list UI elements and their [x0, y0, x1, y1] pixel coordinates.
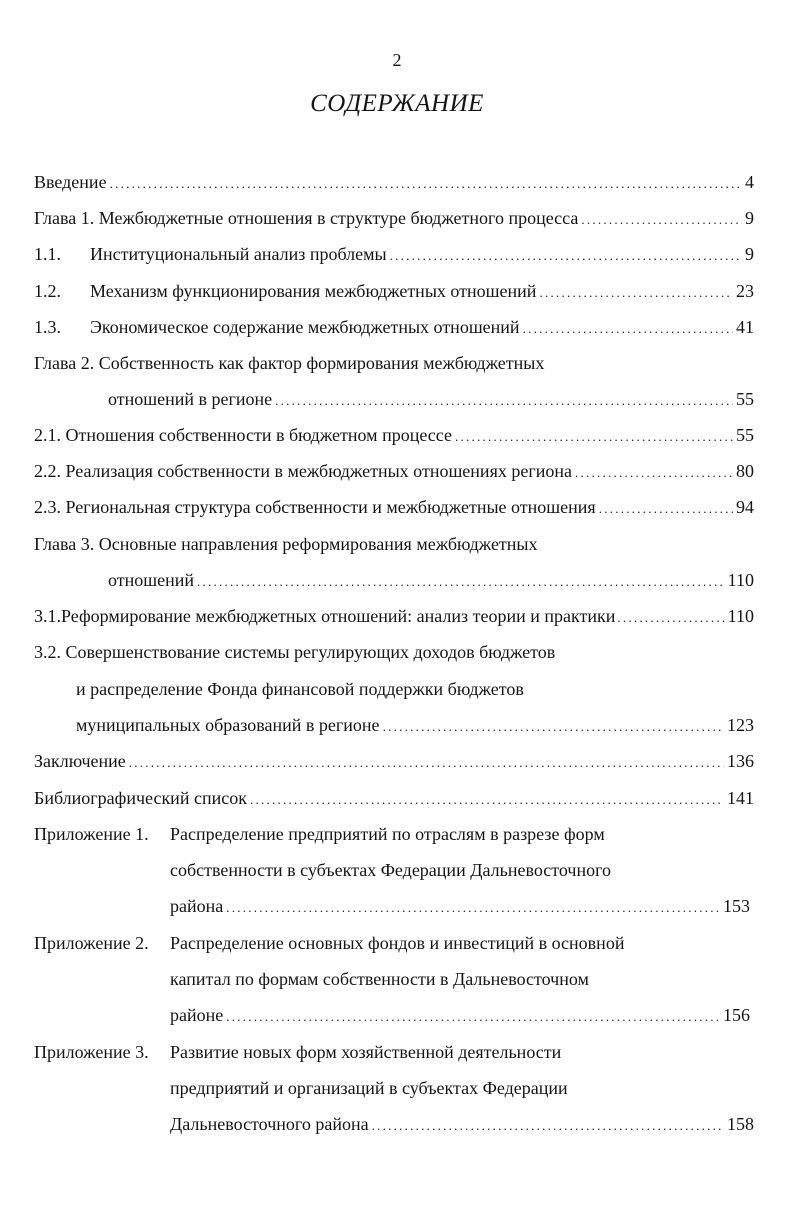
dot-leader: [372, 1110, 724, 1140]
toc-entry-label: 3.1.Реформирование межбюджетных отношений: анализ теории и практики: [34, 606, 616, 626]
toc-section-number: 1.3.: [34, 317, 61, 337]
toc-entry-label: 2.1. Отношения собственности в бюджетном процессе: [34, 425, 452, 445]
toc-entry-section-1-1: [34, 240, 754, 268]
toc-page-number: 23: [736, 281, 754, 301]
toc-entry-label: Развитие новых форм хозяйственной деятельности: [170, 1042, 562, 1062]
toc-entry-label: Механизм функционирования межбюджетных отношений: [90, 281, 537, 301]
toc-section-number: 1.1.: [34, 244, 61, 264]
toc-page-number: 153: [723, 896, 750, 916]
toc-entry-section-3-2-line-1: 3.2. Совершенствование системы регулирующих доходов бюджетов: [34, 642, 556, 662]
toc-page-number: 110: [727, 570, 754, 590]
toc-entry-label: отношений: [108, 570, 195, 590]
dot-leader: [599, 493, 733, 523]
toc-entry-section-3-2: [76, 711, 754, 739]
toc-entry-section-2-3: [34, 493, 754, 521]
dot-leader: [275, 385, 733, 415]
toc-entry-bibliography: [34, 784, 754, 812]
toc-entry-label: 2.3. Региональная структура собственности и межбюджетные отношения: [34, 497, 596, 517]
toc-entry-label: районе: [170, 1005, 224, 1025]
dot-leader: [617, 602, 725, 632]
toc-entry-label: Дальневосточного района: [170, 1114, 369, 1134]
toc-page-number: 123: [727, 715, 754, 735]
toc-entry-chapter-3: [108, 566, 754, 594]
toc-entry-chapter-2-line-1: Глава 2. Собственность как фактор формирования межбюджетных: [34, 353, 545, 373]
dot-leader: [226, 1001, 720, 1031]
page-title: СОДЕРЖАНИЕ: [310, 90, 484, 117]
toc-entry-label: Распределение основных фондов и инвестиций в основной: [170, 933, 625, 953]
toc-entry-chapter-2: [108, 385, 754, 413]
dot-leader: [250, 784, 724, 814]
toc-entry-chapter-1: [34, 204, 754, 232]
toc-page-number: 9: [745, 208, 754, 228]
toc-entry-label: Экономическое содержание межбюджетных отношений: [90, 317, 520, 337]
dot-leader: [455, 421, 733, 451]
toc-entry-label: Распределение предприятий по отраслям в разрезе форм: [170, 824, 605, 844]
toc-page-number: 156: [723, 1005, 750, 1025]
toc-page-number: 80: [736, 461, 754, 481]
dot-leader: [197, 566, 725, 596]
dot-leader: [575, 457, 733, 487]
toc-entry-section-2-2: [34, 457, 754, 485]
toc-entry-conclusion: [34, 747, 754, 775]
toc-page-number: 158: [727, 1114, 754, 1134]
toc-entry-label: Глава 1. Межбюджетные отношения в структуре бюджетного процесса: [34, 208, 579, 228]
toc-entry-section-1-2: [34, 277, 754, 305]
toc-page-number: 55: [736, 389, 754, 409]
toc-appendix-prefix: Приложение 2.: [34, 933, 149, 953]
dot-leader: [390, 240, 742, 270]
toc-entry-intro: [34, 168, 754, 196]
toc-page-number: 55: [736, 425, 754, 445]
toc-page-number: 136: [727, 751, 754, 771]
toc-page-number: 41: [736, 317, 754, 337]
dot-leader: [129, 747, 724, 777]
toc-entry-section-2-1: [34, 421, 754, 449]
toc-entry-appendix-3: [170, 1110, 754, 1138]
dot-leader: [523, 313, 733, 343]
toc-entry-section-3-1: [34, 602, 754, 630]
toc-entry-appendix-1-line-2: собственности в субъектах Федерации Дальневосточного: [170, 860, 612, 880]
dot-leader: [581, 204, 742, 234]
toc-entry-appendix-2-line-2: капитал по формам собственности в Дальневосточном: [170, 969, 589, 989]
toc-entry-appendix-2: [170, 1001, 750, 1029]
toc-entry-section-3-2-line-2: и распределение Фонда финансовой поддержки бюджетов: [76, 679, 524, 699]
toc-entry-chapter-3-line-1: Глава 3. Основные направления реформирования межбюджетных: [34, 534, 538, 554]
toc-entry-label: отношений в регионе: [108, 389, 273, 409]
toc-entry-label: 2.2. Реализация собственности в межбюджетных отношениях региона: [34, 461, 572, 481]
toc-page-number: 9: [745, 244, 754, 264]
toc-page-number: 94: [736, 497, 754, 517]
toc-entry-label: Заключение: [34, 751, 126, 771]
toc-entry-label: муниципальных образований в регионе: [76, 715, 380, 735]
toc-entry-label: района: [170, 896, 224, 916]
toc-entry-section-1-3: [34, 313, 754, 341]
dot-leader: [226, 892, 720, 922]
toc-entry-appendix-3-line-2: предприятий и организаций в субъектах Федерации: [170, 1078, 568, 1098]
toc-appendix-prefix: Приложение 3.: [34, 1042, 149, 1062]
dot-leader: [383, 711, 724, 741]
toc-entry-appendix-2-line-1: [34, 929, 754, 957]
toc-entry-label: Институциональный анализ проблемы: [90, 244, 387, 264]
toc-entry-label: Библиографический список: [34, 788, 247, 808]
toc-page-number: 110: [727, 606, 754, 626]
toc-entry-label: Введение: [34, 172, 107, 192]
toc-entry-appendix-1-line-1: [34, 820, 754, 848]
dot-leader: [539, 277, 733, 307]
toc-page-number: 4: [745, 172, 754, 192]
toc-appendix-prefix: Приложение 1.: [34, 824, 149, 844]
toc-entry-appendix-1: [170, 892, 750, 920]
toc-section-number: 1.2.: [34, 281, 61, 301]
dot-leader: [110, 168, 742, 198]
page-number: 2: [392, 50, 402, 70]
toc-page-number: 141: [727, 788, 754, 808]
toc-entry-appendix-3-line-1: [34, 1038, 754, 1066]
